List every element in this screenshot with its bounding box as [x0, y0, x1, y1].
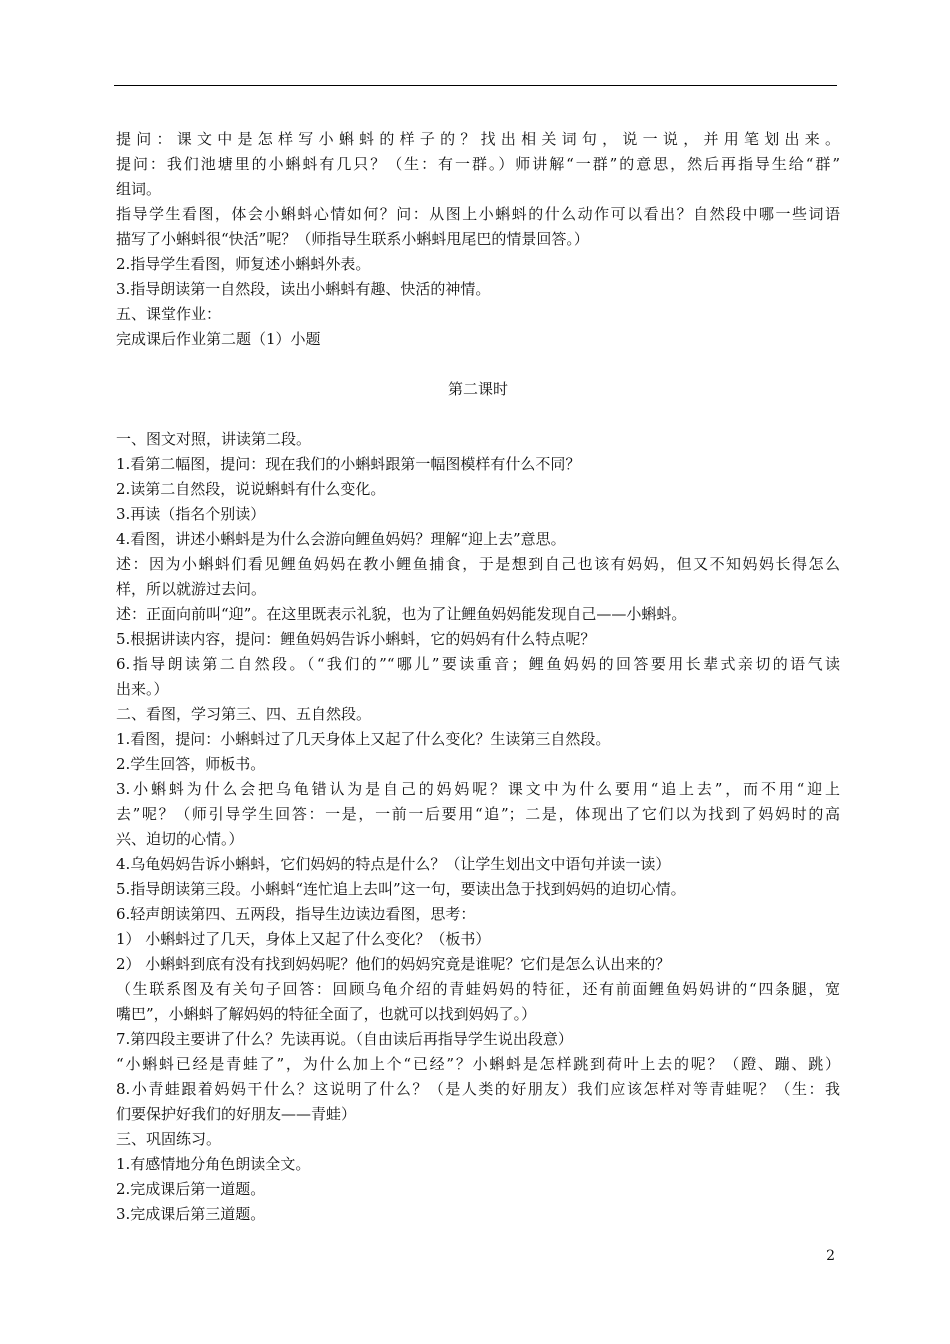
text-line: 述：正面向前叫“迎”。在这里既表示礼貌，也为了让鲤鱼妈妈能发现自己——小蝌蚪。 — [116, 605, 687, 623]
text-line: 1.看图，提问：小蝌蚪过了几天身体上又起了什么变化？生读第三自然段。 — [116, 730, 611, 748]
text-line: 1.有感情地分角色朗读全文。 — [116, 1155, 311, 1173]
text-line: 描写了小蝌蚪很“快活”呢？（师指导生联系小蝌蚪甩尾巴的情景回答。） — [116, 230, 589, 248]
text-line: 出来。） — [116, 680, 169, 698]
text-line: 兴、迫切的心情。） — [116, 830, 244, 848]
text-line: 3.完成课后第三道题。 — [116, 1205, 266, 1223]
text-line: 五、课堂作业： — [116, 305, 222, 323]
text-line: 1.看第二幅图，提问：现在我们的小蝌蚪跟第一幅图模样有什么不同？ — [116, 455, 581, 473]
spacer — [116, 352, 840, 377]
text-line: 4.看图，讲述小蝌蚪是为什么会游向鲤鱼妈妈？理解“迎上去”意思。 — [116, 530, 566, 548]
text-line: 7.第四段主要讲了什么？先读再说。（自由读后再指导学生说出段意） — [116, 1030, 573, 1048]
text-line: 指导学生看图，体会小蝌蚪心情如何？问：从图上小蝌蚪的什么动作可以看出？自然段中哪一些词语 — [116, 205, 840, 223]
text-line: 述：因为小蝌蚪们看见鲤鱼妈妈在教小鲤鱼捕食，于是想到自己也该有妈妈，但又不知妈妈长得怎么 — [116, 555, 840, 573]
text-line: 2） 小蝌蚪到底有没有找到妈妈呢？他们的妈妈究竟是谁呢？它们是怎么认出来的？ — [116, 955, 671, 973]
text-line: 二、看图，学习第三、四、五自然段。 — [116, 705, 372, 723]
text-line: 2.学生回答，师板书。 — [116, 755, 266, 773]
header-rule — [114, 85, 837, 86]
text-line: 完成课后作业第二题（1）小题 — [116, 330, 321, 348]
document-body — [116, 127, 840, 1227]
text-line: 6.指导朗读第二自然段。（“我们的”“哪儿”要读重音；鲤鱼妈妈的回答要用长辈式亲切的语气读 — [116, 655, 840, 673]
text-line: 一、图文对照，讲读第二段。 — [116, 430, 312, 448]
text-line: 们要保护好我们的好朋友——青蛙） — [116, 1105, 357, 1123]
text-line: 2.指导学生看图，师复述小蝌蚪外表。 — [116, 255, 371, 273]
text-line: 提问：我们池塘里的小蝌蚪有几只？（生：有一群。）师讲解“一群”的意思，然后再指导生给“群” — [116, 155, 840, 173]
text-line: 8.小青蛙跟着妈妈干什么？这说明了什么？（是人类的好朋友）我们应该怎样对等青蛙呢？（生：我 — [116, 1080, 840, 1098]
text-line: 去”呢？（师引导学生回答：一是，一前一后要用“追”；二是，体现出了它们以为找到了妈妈时的高 — [116, 805, 840, 823]
text-line: 2.读第二自然段，说说蝌蚪有什么变化。 — [116, 480, 386, 498]
text-line: “小蝌蚪已经是青蛙了”，为什么加上个“已经”？小蝌蚪是怎样跳到荷叶上去的呢？（蹬、蹦、跳） — [116, 1055, 840, 1073]
text-line: 3.指导朗读第一自然段，读出小蝌蚪有趣、快活的神情。 — [116, 280, 491, 298]
text-line: 5.指导朗读第三段。小蝌蚪“连忙追上去叫”这一句，要读出急于找到妈妈的迫切心情。 — [116, 880, 686, 898]
text-line: （生联系图及有关句子回答：回顾乌龟介绍的青蛙妈妈的特征，还有前面鲤鱼妈妈讲的“四条腿，宽 — [116, 980, 840, 998]
text-line: 三、巩固练习。 — [116, 1130, 222, 1148]
text-line: 2.完成课后第一道题。 — [116, 1180, 266, 1198]
text-line: 提问：课文中是怎样写小蝌蚪的样子的？找出相关词句，说一说，并用笔划出来。 — [116, 130, 840, 148]
text-line: 3.再读（指名个别读） — [116, 505, 266, 523]
text-line: 5.根据讲读内容，提问：鲤鱼妈妈告诉小蝌蚪，它的妈妈有什么特点呢？ — [116, 630, 596, 648]
text-line: 组词。 — [116, 180, 162, 198]
text-line: 嘴巴”，小蝌蚪了解妈妈的特征全面了，也就可以找到妈妈了。） — [116, 1005, 537, 1023]
section-title: 第二课时 — [447, 380, 508, 398]
text-line: 4.乌龟妈妈告诉小蝌蚪，它们妈妈的特点是什么？（让学生划出文中语句并读一读） — [116, 855, 671, 873]
text-line: 6.轻声朗读第四、五两段，指导生边读边看图，思考： — [116, 905, 476, 923]
text-line: 样，所以就游过去问。 — [116, 580, 267, 598]
text-line: 3.小蝌蚪为什么会把乌龟错认为是自己的妈妈呢？课文中为什么要用“追上去”，而不用“迎上 — [116, 780, 840, 798]
text-line: 1） 小蝌蚪过了几天，身体上又起了什么变化？（板书） — [116, 930, 491, 948]
page-number: 2 — [826, 1248, 835, 1264]
spacer — [116, 402, 840, 427]
